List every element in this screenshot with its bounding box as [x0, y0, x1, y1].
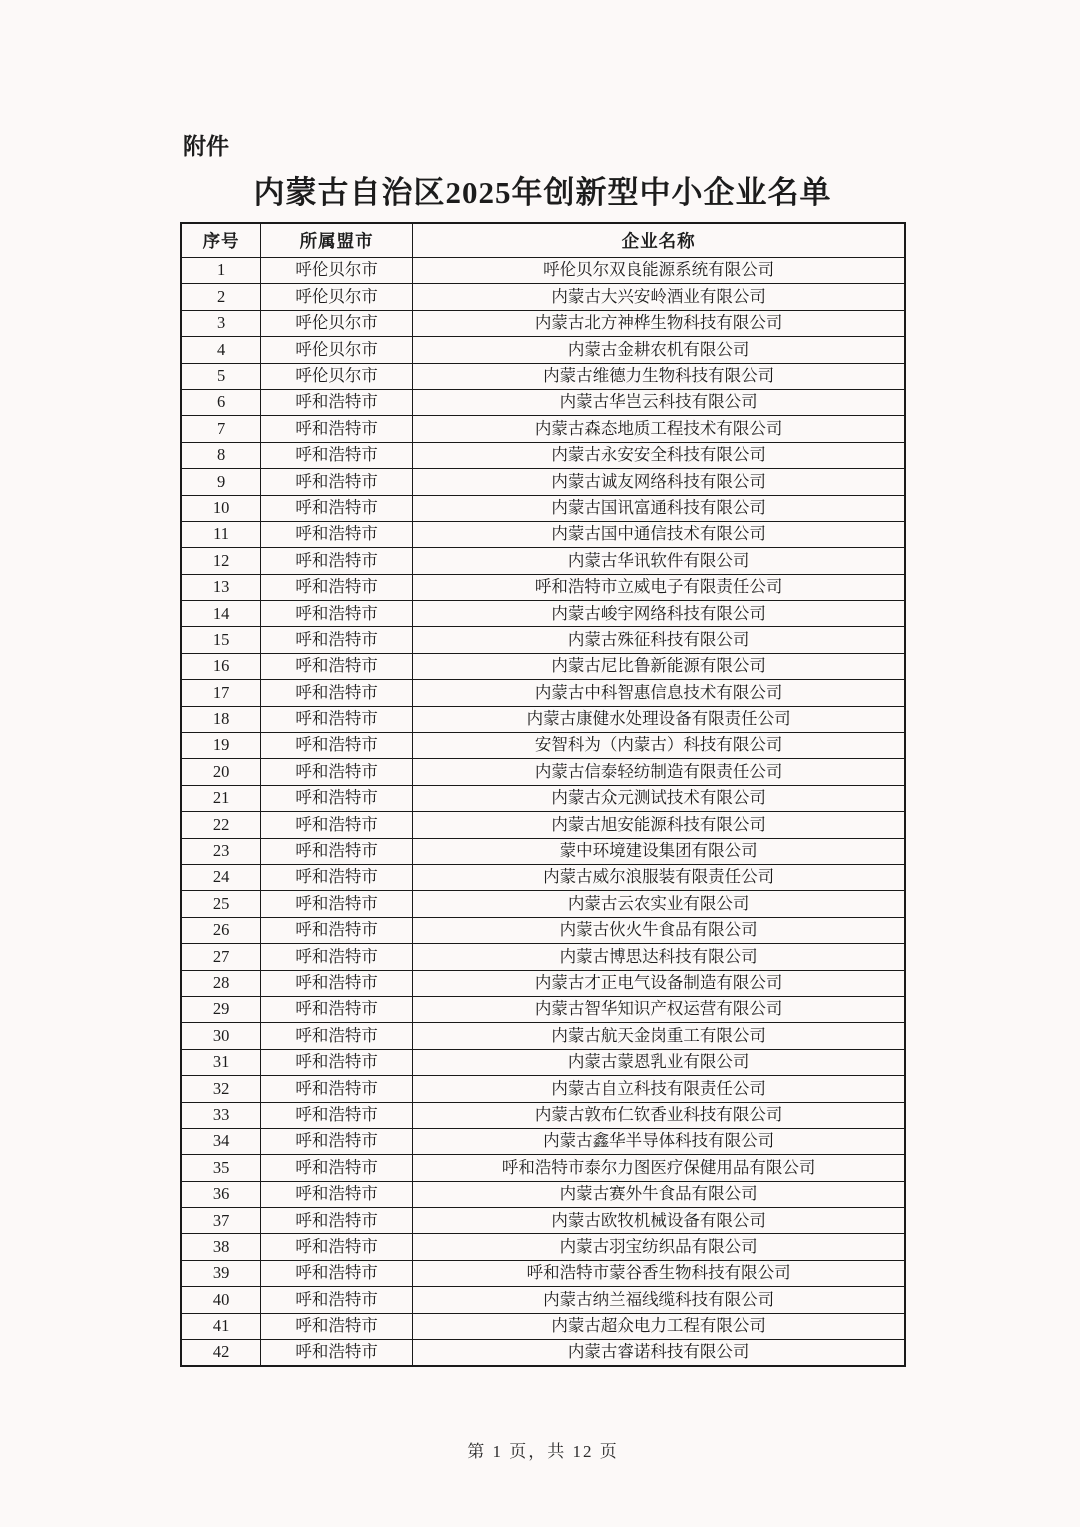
cell-city: 呼和浩特市 — [261, 785, 413, 811]
table-header-row — [181, 223, 905, 258]
cell-company: 内蒙古诚友网络科技有限公司 — [413, 469, 905, 495]
cell-company: 内蒙古才正电气设备制造有限公司 — [413, 970, 905, 996]
cell-index: 1 — [181, 258, 261, 284]
cell-index: 10 — [181, 495, 261, 521]
cell-city: 呼和浩特市 — [261, 416, 413, 442]
cell-city: 呼和浩特市 — [261, 1287, 413, 1313]
table-row — [181, 521, 905, 547]
cell-index: 21 — [181, 785, 261, 811]
cell-index: 33 — [181, 1102, 261, 1128]
table-row — [181, 1128, 905, 1154]
cell-city: 呼和浩特市 — [261, 1102, 413, 1128]
table-row — [181, 864, 905, 890]
cell-city: 呼和浩特市 — [261, 1181, 413, 1207]
cell-company: 内蒙古康健水处理设备有限责任公司 — [413, 706, 905, 732]
cell-company: 内蒙古纳兰福线缆科技有限公司 — [413, 1287, 905, 1313]
cell-index: 16 — [181, 653, 261, 679]
cell-city: 呼和浩特市 — [261, 574, 413, 600]
cell-index: 9 — [181, 469, 261, 495]
header-city: 所属盟市 — [261, 223, 413, 258]
cell-company: 内蒙古航天金岗重工有限公司 — [413, 1023, 905, 1049]
table-row — [181, 495, 905, 521]
table-row — [181, 1287, 905, 1313]
cell-index: 35 — [181, 1155, 261, 1181]
header-index: 序号 — [181, 223, 261, 258]
table-row — [181, 680, 905, 706]
cell-index: 32 — [181, 1076, 261, 1102]
cell-city: 呼和浩特市 — [261, 917, 413, 943]
cell-company: 内蒙古华讯软件有限公司 — [413, 548, 905, 574]
table-row — [181, 944, 905, 970]
cell-city: 呼和浩特市 — [261, 442, 413, 468]
cell-company: 内蒙古国中通信技术有限公司 — [413, 521, 905, 547]
cell-index: 20 — [181, 759, 261, 785]
cell-index: 26 — [181, 917, 261, 943]
cell-index: 38 — [181, 1234, 261, 1260]
cell-city: 呼和浩特市 — [261, 996, 413, 1022]
cell-index: 11 — [181, 521, 261, 547]
attachment-label: 附件 — [183, 133, 229, 159]
cell-city: 呼和浩特市 — [261, 548, 413, 574]
cell-company: 内蒙古金耕农机有限公司 — [413, 337, 905, 363]
cell-index: 24 — [181, 864, 261, 890]
cell-company: 内蒙古欧牧机械设备有限公司 — [413, 1208, 905, 1234]
cell-city: 呼和浩特市 — [261, 627, 413, 653]
cell-index: 15 — [181, 627, 261, 653]
cell-index: 37 — [181, 1208, 261, 1234]
cell-index: 29 — [181, 996, 261, 1022]
cell-city: 呼和浩特市 — [261, 495, 413, 521]
cell-city: 呼和浩特市 — [261, 891, 413, 917]
cell-company: 内蒙古维德力生物科技有限公司 — [413, 363, 905, 389]
cell-city: 呼和浩特市 — [261, 1260, 413, 1286]
cell-city: 呼和浩特市 — [261, 1208, 413, 1234]
cell-index: 22 — [181, 812, 261, 838]
table-row — [181, 1234, 905, 1260]
cell-index: 40 — [181, 1287, 261, 1313]
cell-index: 14 — [181, 601, 261, 627]
cell-index: 30 — [181, 1023, 261, 1049]
cell-index: 36 — [181, 1181, 261, 1207]
table-row — [181, 442, 905, 468]
cell-index: 19 — [181, 733, 261, 759]
cell-city: 呼和浩特市 — [261, 970, 413, 996]
cell-city: 呼和浩特市 — [261, 1313, 413, 1339]
cell-index: 13 — [181, 574, 261, 600]
cell-index: 31 — [181, 1049, 261, 1075]
cell-index: 4 — [181, 337, 261, 363]
cell-company: 安智科为（内蒙古）科技有限公司 — [413, 733, 905, 759]
table-row — [181, 785, 905, 811]
table-row — [181, 548, 905, 574]
cell-company: 内蒙古北方神桦生物科技有限公司 — [413, 310, 905, 336]
cell-index: 7 — [181, 416, 261, 442]
cell-company: 内蒙古自立科技有限责任公司 — [413, 1076, 905, 1102]
table-row — [181, 389, 905, 415]
cell-company: 内蒙古殊征科技有限公司 — [413, 627, 905, 653]
table-row — [181, 812, 905, 838]
cell-company: 内蒙古国讯富通科技有限公司 — [413, 495, 905, 521]
cell-company: 内蒙古云农实业有限公司 — [413, 891, 905, 917]
cell-city: 呼和浩特市 — [261, 1128, 413, 1154]
cell-city: 呼和浩特市 — [261, 706, 413, 732]
cell-index: 6 — [181, 389, 261, 415]
cell-index: 8 — [181, 442, 261, 468]
table-row — [181, 1076, 905, 1102]
page-footer: 第 1 页，共 12 页 — [467, 1442, 619, 1461]
cell-city: 呼和浩特市 — [261, 1023, 413, 1049]
table-body — [181, 258, 905, 1367]
cell-company: 内蒙古峻宇网络科技有限公司 — [413, 601, 905, 627]
table-row — [181, 970, 905, 996]
cell-company: 内蒙古鑫华半导体科技有限公司 — [413, 1128, 905, 1154]
cell-company: 内蒙古敦布仁钦香业科技有限公司 — [413, 1102, 905, 1128]
cell-company: 内蒙古赛外牛食品有限公司 — [413, 1181, 905, 1207]
cell-city: 呼和浩特市 — [261, 601, 413, 627]
cell-company: 呼和浩特市蒙谷香生物科技有限公司 — [413, 1260, 905, 1286]
cell-city: 呼和浩特市 — [261, 653, 413, 679]
cell-city: 呼和浩特市 — [261, 1155, 413, 1181]
cell-city: 呼和浩特市 — [261, 759, 413, 785]
company-table — [180, 222, 906, 1367]
cell-company: 呼和浩特市泰尔力图医疗保健用品有限公司 — [413, 1155, 905, 1181]
cell-company: 内蒙古博思达科技有限公司 — [413, 944, 905, 970]
table-row — [181, 1313, 905, 1339]
table-row — [181, 284, 905, 310]
cell-city: 呼伦贝尔市 — [261, 310, 413, 336]
table-row — [181, 258, 905, 284]
cell-company: 呼和浩特市立威电子有限责任公司 — [413, 574, 905, 600]
cell-company: 内蒙古信泰轻纺制造有限责任公司 — [413, 759, 905, 785]
table-row — [181, 310, 905, 336]
table-row — [181, 1155, 905, 1181]
cell-company: 内蒙古睿诺科技有限公司 — [413, 1340, 905, 1367]
cell-index: 18 — [181, 706, 261, 732]
cell-city: 呼和浩特市 — [261, 864, 413, 890]
cell-index: 25 — [181, 891, 261, 917]
header-company-name: 企业名称 — [413, 223, 905, 258]
cell-company: 内蒙古旭安能源科技有限公司 — [413, 812, 905, 838]
cell-index: 27 — [181, 944, 261, 970]
table-row — [181, 416, 905, 442]
cell-company: 内蒙古威尔浪服装有限责任公司 — [413, 864, 905, 890]
table-row — [181, 601, 905, 627]
cell-city: 呼伦贝尔市 — [261, 337, 413, 363]
cell-index: 28 — [181, 970, 261, 996]
cell-index: 42 — [181, 1340, 261, 1367]
table-row — [181, 1260, 905, 1286]
cell-index: 12 — [181, 548, 261, 574]
cell-index: 2 — [181, 284, 261, 310]
table-row — [181, 337, 905, 363]
cell-company: 内蒙古大兴安岭酒业有限公司 — [413, 284, 905, 310]
cell-city: 呼和浩特市 — [261, 944, 413, 970]
cell-index: 41 — [181, 1313, 261, 1339]
table-row — [181, 1181, 905, 1207]
cell-city: 呼和浩特市 — [261, 733, 413, 759]
cell-city: 呼和浩特市 — [261, 1076, 413, 1102]
table-row — [181, 996, 905, 1022]
table-row — [181, 1102, 905, 1128]
table-row — [181, 1208, 905, 1234]
table-row — [181, 653, 905, 679]
cell-city: 呼和浩特市 — [261, 521, 413, 547]
cell-company: 内蒙古羽宝纺织品有限公司 — [413, 1234, 905, 1260]
cell-company: 内蒙古超众电力工程有限公司 — [413, 1313, 905, 1339]
table-header — [181, 223, 905, 258]
page-title: 内蒙古自治区2025年创新型中小企业名单 — [253, 175, 832, 210]
table-row — [181, 891, 905, 917]
cell-index: 3 — [181, 310, 261, 336]
cell-company: 内蒙古森态地质工程技术有限公司 — [413, 416, 905, 442]
cell-city: 呼和浩特市 — [261, 812, 413, 838]
table-row — [181, 1340, 905, 1367]
cell-index: 5 — [181, 363, 261, 389]
table-row — [181, 1023, 905, 1049]
cell-company: 内蒙古华岂云科技有限公司 — [413, 389, 905, 415]
cell-city: 呼和浩特市 — [261, 469, 413, 495]
cell-company: 内蒙古智华知识产权运营有限公司 — [413, 996, 905, 1022]
cell-index: 17 — [181, 680, 261, 706]
cell-city: 呼和浩特市 — [261, 389, 413, 415]
cell-company: 内蒙古尼比鲁新能源有限公司 — [413, 653, 905, 679]
cell-index: 39 — [181, 1260, 261, 1286]
table-row — [181, 469, 905, 495]
cell-company: 内蒙古蒙恩乳业有限公司 — [413, 1049, 905, 1075]
table-row — [181, 574, 905, 600]
cell-city: 呼伦贝尔市 — [261, 258, 413, 284]
cell-company: 呼伦贝尔双良能源系统有限公司 — [413, 258, 905, 284]
cell-city: 呼和浩特市 — [261, 838, 413, 864]
cell-company: 内蒙古众元测试技术有限公司 — [413, 785, 905, 811]
cell-company: 内蒙古伙火牛食品有限公司 — [413, 917, 905, 943]
table-row — [181, 706, 905, 732]
table-row — [181, 917, 905, 943]
cell-city: 呼和浩特市 — [261, 680, 413, 706]
cell-city: 呼伦贝尔市 — [261, 284, 413, 310]
table-row — [181, 759, 905, 785]
cell-city: 呼和浩特市 — [261, 1234, 413, 1260]
cell-company: 内蒙古中科智惠信息技术有限公司 — [413, 680, 905, 706]
cell-city: 呼和浩特市 — [261, 1049, 413, 1075]
cell-index: 34 — [181, 1128, 261, 1154]
table-row — [181, 838, 905, 864]
table-row — [181, 1049, 905, 1075]
cell-index: 23 — [181, 838, 261, 864]
cell-city: 呼伦贝尔市 — [261, 363, 413, 389]
table-row — [181, 733, 905, 759]
cell-city: 呼和浩特市 — [261, 1340, 413, 1367]
table-row — [181, 627, 905, 653]
cell-company: 内蒙古永安安全科技有限公司 — [413, 442, 905, 468]
cell-company: 蒙中环境建设集团有限公司 — [413, 838, 905, 864]
table-row — [181, 363, 905, 389]
